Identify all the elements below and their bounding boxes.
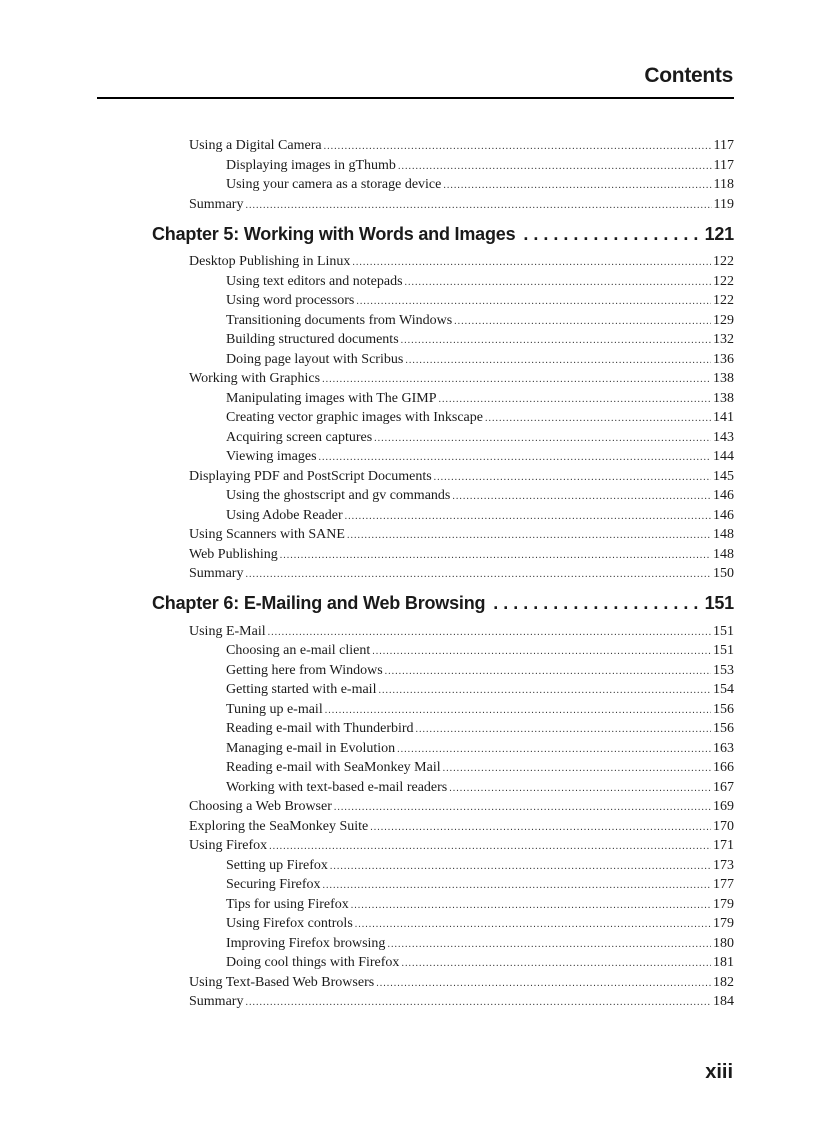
toc-section-entry[interactable] [189, 799, 734, 819]
dot-leader [485, 413, 711, 424]
dot-leader [378, 685, 711, 696]
toc-subsection-entry[interactable] [226, 352, 734, 372]
toc-entry-title: Summary [189, 566, 244, 581]
dot-leader [449, 783, 711, 794]
toc-page-number: 179 [713, 916, 734, 931]
toc-subsection-entry[interactable] [226, 488, 734, 508]
toc-entry-title: Doing cool things with Firefox [226, 955, 400, 970]
toc-entry-title: Summary [189, 196, 244, 212]
toc-page-number: 184 [713, 994, 734, 1009]
dot-leader [385, 666, 711, 677]
toc-subsection-entry[interactable] [226, 877, 734, 897]
dot-leader [439, 394, 712, 405]
toc-section-entry[interactable] [189, 547, 734, 567]
toc-page-number: 144 [713, 449, 734, 464]
toc-page-number: 138 [713, 371, 734, 386]
toc-page-number: 132 [713, 332, 734, 347]
toc-entry-title: Reading e-mail with SeaMonkey Mail [226, 760, 441, 775]
toc-page-number: 170 [713, 818, 734, 834]
toc-page-number: 177 [713, 877, 734, 892]
toc-subsection-entry[interactable] [226, 702, 734, 722]
toc-entry-title: Viewing images [226, 449, 317, 464]
toc-page-number: 129 [713, 312, 734, 328]
toc-section-entry[interactable] [189, 975, 734, 995]
toc-subsection-entry[interactable] [226, 760, 734, 780]
header-rule [97, 97, 734, 99]
toc-subsection-entry[interactable] [226, 293, 734, 313]
toc-section-entry[interactable] [189, 838, 734, 858]
dot-leader [434, 472, 711, 483]
toc-entry-title: Summary [189, 994, 244, 1009]
dot-leader [397, 744, 711, 755]
toc-page-number: 151 [704, 593, 734, 613]
toc-entry-title: Using Firefox controls [226, 916, 353, 931]
toc-page-number: 179 [713, 896, 734, 912]
toc-subsection-entry[interactable] [226, 508, 734, 528]
toc-entry-title: Using Scanners with SANE [189, 527, 345, 542]
toc-section-entry[interactable] [189, 994, 734, 1014]
toc-subsection-entry[interactable] [226, 897, 734, 917]
toc-entry-title: Choosing a Web Browser [189, 799, 332, 814]
toc-entry-title: Creating vector graphic images with Inkscape [226, 410, 483, 425]
dot-leader [280, 550, 711, 561]
dot-leader [352, 257, 711, 268]
dot-leader [372, 646, 711, 657]
toc-entry-title: Transitioning documents from Windows [226, 312, 453, 328]
dot-leader [355, 919, 711, 930]
toc-entry-title: Using your camera as a storage device [226, 177, 442, 192]
toc-page-number: 156 [713, 701, 734, 717]
dot-leader [322, 880, 711, 891]
toc-entry-title: Using word processors [226, 293, 355, 308]
toc-entry-title: Using Firefox [189, 838, 268, 853]
toc-subsection-entry[interactable] [226, 410, 734, 430]
dot-leader [452, 491, 711, 502]
toc-page-number: 146 [713, 507, 734, 523]
dot-leader [324, 141, 712, 152]
toc-subsection-entry[interactable] [226, 158, 734, 178]
toc-section-entry[interactable] [189, 469, 734, 489]
toc-page-number: 181 [713, 955, 734, 970]
toc-page-number: 151 [713, 643, 734, 658]
dot-leader [374, 433, 711, 444]
toc-entry-title: Reading e-mail with Thunderbird [226, 721, 414, 736]
toc-entry-title: Working with text-based e-mail readers [226, 779, 448, 795]
toc-page-number: 146 [713, 488, 734, 503]
toc-page-number: 141 [713, 410, 734, 425]
dot-leader [269, 841, 711, 852]
dot-leader [493, 593, 698, 614]
toc-section-entry[interactable] [189, 527, 734, 547]
toc-section-entry[interactable] [189, 624, 734, 644]
toc-page-number: 136 [713, 351, 734, 367]
dot-leader [245, 997, 711, 1008]
dot-leader [322, 374, 711, 385]
toc-page-number: 122 [713, 254, 734, 269]
toc-subsection-entry[interactable] [226, 955, 734, 975]
toc-entry-title: Choosing an e-mail client [226, 643, 371, 658]
toc-page-number: 138 [713, 390, 734, 406]
toc-entry-title: Doing page layout with Scribus [226, 351, 404, 367]
toc-page-number: 117 [713, 157, 734, 173]
toc-subsection-entry[interactable] [226, 936, 734, 956]
toc-subsection-entry[interactable] [226, 391, 734, 411]
toc-page-number: 156 [713, 721, 734, 736]
toc-subsection-entry[interactable] [226, 682, 734, 702]
toc-entry-title: Securing Firefox [226, 877, 321, 892]
toc-entry-title: Chapter 6: E-Mailing and Web Browsing [152, 593, 486, 613]
toc-section-entry[interactable] [189, 138, 734, 158]
toc-page-number: 171 [713, 838, 734, 853]
dot-leader [325, 705, 711, 716]
dot-leader [443, 180, 711, 191]
toc-page-number: 150 [713, 566, 734, 581]
dot-leader [345, 511, 711, 522]
toc-page-number: 166 [713, 760, 734, 775]
dot-leader [245, 569, 711, 580]
toc-page-number: 118 [713, 177, 734, 192]
toc-page-number: 173 [713, 857, 734, 873]
toc-entry-title: Web Publishing [189, 546, 278, 562]
toc-entry-title: Getting here from Windows [226, 662, 383, 678]
toc-entry-title: Exploring the SeaMonkey Suite [189, 818, 369, 834]
toc-entry-title: Building structured documents [226, 332, 399, 347]
toc-section-entry[interactable] [189, 197, 734, 217]
toc-page-number: 169 [713, 799, 734, 814]
toc-section-entry[interactable] [189, 566, 734, 586]
toc-page-number: 122 [713, 293, 734, 308]
toc-subsection-entry[interactable] [226, 449, 734, 469]
toc-entry-title: Using the ghostscript and gv commands [226, 488, 451, 503]
toc-subsection-entry[interactable] [226, 430, 734, 450]
toc-subsection-entry[interactable] [226, 780, 734, 800]
toc-entry-title: Tips for using Firefox [226, 896, 349, 912]
toc-entry-title: Using Adobe Reader [226, 507, 343, 523]
toc-entry-title: Chapter 5: Working with Words and Images [152, 223, 516, 244]
toc-entry-title: Setting up Firefox [226, 857, 328, 873]
toc-page-number: 148 [713, 527, 734, 542]
dot-leader [351, 900, 711, 911]
dot-leader [376, 978, 711, 989]
toc-subsection-entry[interactable] [226, 177, 734, 197]
toc-page-number: 148 [713, 546, 734, 562]
toc-page-number: 151 [713, 623, 734, 639]
dot-leader [347, 530, 711, 541]
toc-page-number: 117 [713, 138, 734, 153]
toc-page-number: 122 [713, 273, 734, 289]
dot-leader [405, 355, 711, 366]
toc-subsection-entry[interactable] [226, 643, 734, 663]
toc-chapter-heading[interactable] [152, 588, 734, 620]
toc-subsection-entry[interactable] [226, 332, 734, 352]
toc-page-number: 182 [713, 974, 734, 990]
toc-subsection-entry[interactable] [226, 663, 734, 683]
dot-leader [245, 200, 711, 211]
toc-page-number: 153 [713, 662, 734, 678]
toc-subsection-entry[interactable] [226, 313, 734, 333]
toc-page-number: 163 [713, 740, 734, 756]
dot-leader [454, 316, 711, 327]
toc-entry-title: Getting started with e-mail [226, 682, 377, 697]
toc-entry-title: Displaying PDF and PostScript Documents [189, 468, 432, 484]
toc-page-number: 119 [713, 196, 734, 212]
page-header-title: Contents [644, 64, 733, 87]
toc-chapter-heading[interactable] [152, 218, 734, 250]
dot-leader [398, 161, 712, 172]
dot-leader [356, 296, 711, 307]
dot-leader [401, 958, 711, 969]
dot-leader [416, 724, 711, 735]
toc-entry-title: Using a Digital Camera [189, 138, 322, 153]
toc-page-number: 180 [713, 935, 734, 951]
dot-leader [405, 277, 711, 288]
dot-leader [370, 822, 711, 833]
toc-page-number: 154 [713, 682, 734, 697]
dot-leader [330, 861, 711, 872]
toc-entry-title: Acquiring screen captures [226, 429, 373, 445]
toc-entry-title: Desktop Publishing in Linux [189, 254, 351, 269]
toc-entry-title: Working with Graphics [189, 371, 321, 386]
toc-page-number: 167 [713, 779, 734, 795]
toc-subsection-entry[interactable] [226, 721, 734, 741]
toc-section-entry[interactable] [189, 819, 734, 839]
toc-page-number: 121 [704, 223, 734, 244]
toc-entry-title: Managing e-mail in Evolution [226, 740, 396, 756]
toc-section-entry[interactable] [189, 371, 734, 391]
toc-subsection-entry[interactable] [226, 916, 734, 936]
toc-subsection-entry[interactable] [226, 858, 734, 878]
toc-subsection-entry[interactable] [226, 741, 734, 761]
toc-entry-title: Improving Firefox browsing [226, 935, 386, 951]
page-number: xiii [705, 1061, 733, 1083]
toc-entry-title: Using E-Mail [189, 623, 266, 639]
toc-page-number: 145 [713, 468, 734, 484]
toc-entry-title: Displaying images in gThumb [226, 157, 396, 173]
dot-leader [387, 939, 711, 950]
toc-section-entry[interactable] [189, 254, 734, 274]
toc-entry-title: Using text editors and notepads [226, 273, 403, 289]
toc-entry-title: Manipulating images with The GIMP [226, 390, 437, 406]
dot-leader [443, 763, 711, 774]
dot-leader [401, 335, 711, 346]
dot-leader [319, 452, 711, 463]
dot-leader [334, 802, 711, 813]
toc-subsection-entry[interactable] [226, 274, 734, 294]
dot-leader [523, 224, 698, 245]
toc-entry-title: Tuning up e-mail [226, 701, 323, 717]
toc-page-number: 143 [713, 429, 734, 445]
toc-entry-title: Using Text-Based Web Browsers [189, 974, 375, 990]
dot-leader [268, 627, 711, 638]
table-of-contents [0, 138, 816, 1014]
